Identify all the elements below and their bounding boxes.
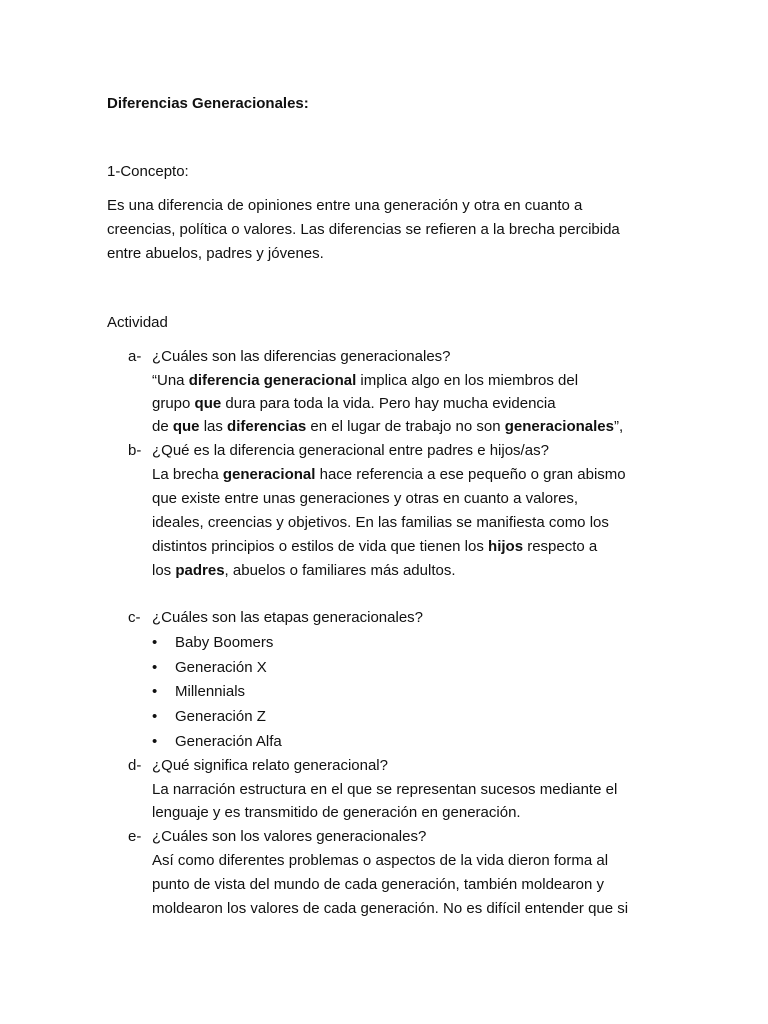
answer-b-line-3: ideales, creencias y objetivos. En las familias se manifiesta como los [152,514,609,531]
answer-b-line-4: distintos principios o estilos de vida que tienen los hijos respecto a [152,538,598,555]
answer-e-line-3: moldearon los valores de cada generación. No es difícil entender que si [152,900,629,917]
list-item: Generación Alfa [175,733,282,750]
activity-heading: Actividad [107,314,168,331]
concept-line-2: creencias, política o valores. Las diferencias se refieren a la brecha percibida [107,221,620,238]
answer-b-line-1: La brecha generacional hace referencia a ese pequeño o gran abismo [152,466,626,483]
list-item: Baby Boomers [175,634,274,651]
answer-a-line-2: grupo que dura para toda la vida. Pero hay mucha evidencia [152,395,556,412]
answer-a-line-1: “Una diferencia generacional implica algo en los miembros del [152,372,579,389]
question-label-b: b- [128,442,142,459]
answer-b-line-2: que existe entre unas generaciones y otras en cuanto a valores, [152,490,579,507]
question-label-d: d- [128,757,142,774]
question-label-c: c- [128,609,141,626]
answer-b-line-5: los padres, abuelos o familiares más adultos. [152,562,456,579]
question-label-a: a- [128,348,142,365]
bullet-icon: • [152,733,158,750]
list-item: Generación Z [175,708,266,725]
answer-e-line-2: punto de vista del mundo de cada generación, también moldearon y [152,876,604,893]
question-d: ¿Qué significa relato generacional? [152,757,388,774]
question-e: ¿Cuáles son los valores generacionales? [152,828,427,845]
answer-d-line-2: lenguaje y es transmitido de generación en generación. [152,804,521,821]
document-title: Diferencias Generacionales: [107,95,309,112]
answer-d-line-1: La narración estructura en el que se representan sucesos mediante el [152,781,618,798]
question-label-e: e- [128,828,142,845]
bullet-icon: • [152,683,158,700]
answer-a-line-3: de que las diferencias en el lugar de trabajo no son generacionales”, [152,418,624,435]
concept-line-3: entre abuelos, padres y jóvenes. [107,245,324,262]
bullet-icon: • [152,634,158,651]
bullet-icon: • [152,708,158,725]
concept-line-1: Es una diferencia de opiniones entre una generación y otra en cuanto a [107,197,583,214]
question-a: ¿Cuáles son las diferencias generacionales? [152,348,451,365]
list-item: Millennials [175,683,246,700]
bullet-icon: • [152,659,158,676]
question-c: ¿Cuáles son las etapas generacionales? [152,609,424,626]
answer-e-line-1: Así como diferentes problemas o aspectos de la vida dieron forma al [152,852,609,869]
list-item: Generación X [175,659,267,676]
question-b: ¿Qué es la diferencia generacional entre padres e hijos/as? [152,442,549,459]
section-heading: 1-Concepto: [107,163,189,180]
